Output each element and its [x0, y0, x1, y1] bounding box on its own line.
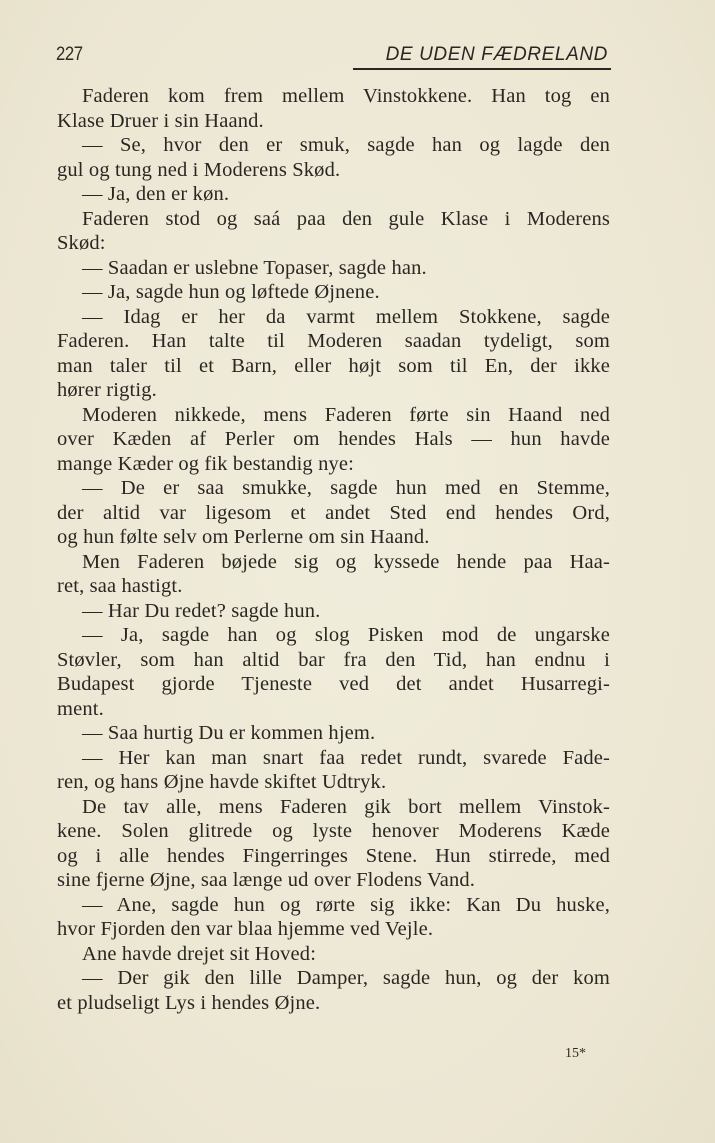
text-line: — Se, hvor den er smuk, sagde han og lagde den [82, 134, 610, 156]
text-line: Skød: [57, 232, 106, 254]
text-line: — Ane, sagde hun og rørte sig ikke: Kan Du huske, [82, 893, 610, 916]
text-line: og hun følte selv om Perlerne om sin Haand. [57, 526, 430, 548]
text-line: Budapest gjorde Tjeneste ved det andet Husarregi- [57, 673, 610, 695]
text-line: — Idag er her da varmt mellem Stokkene, sagde [82, 305, 610, 328]
signature-mark: 15* [565, 1046, 586, 1061]
text-line: Ane havde drejet sit Hoved: [82, 942, 317, 965]
running-head [56, 44, 612, 72]
text-line: og i alle hendes Fingerringes Stene. Hun stirrede, med [57, 844, 610, 867]
running-title: DE UDEN FÆDRELAND [385, 44, 608, 65]
text-line: — Saa hurtig Du er kommen hjem. [82, 722, 376, 744]
text-line: Faderen stod og saá paa den gule Klase i Moderens [82, 207, 610, 230]
text-line: Men Faderen bøjede sig og kyssede hende paa Haa- [82, 550, 610, 573]
text-line: Faderen. Han talte til Moderen saadan tydeligt, som [57, 330, 610, 352]
text-line: ment. [57, 697, 104, 720]
text-line: kene. Solen glitrede og lyste henover Moderens Kæde [57, 820, 610, 842]
text-line: — Saadan er uslebne Topaser, sagde han. [82, 256, 427, 279]
text-line: Støvler, som han altid bar fra den Tid, han endnu i [57, 648, 610, 671]
text-line: ret, saa hastigt. [57, 575, 183, 597]
body-text [57, 84, 610, 1015]
text-line: — Ja, sagde hun og løftede Øjnene. [82, 281, 380, 303]
text-line: — Ja, den er køn. [82, 183, 230, 205]
page-number: 227 [56, 44, 83, 65]
text-line: — De er saa smukke, sagde hun med en Stemme, [82, 477, 610, 499]
text-line: — Her kan man snart faa redet rundt, svarede Fade- [82, 746, 610, 769]
text-line: — Har Du redet? sagde hun. [82, 599, 321, 622]
text-line: man taler til et Barn, eller højt som til En, der ikke [57, 354, 610, 377]
text-line: gul og tung ned i Moderens Skød. [57, 158, 341, 181]
text-line: der altid var ligesom et andet Sted end hendes Ord, [57, 501, 610, 524]
text-line: De tav alle, mens Faderen gik bort mellem Vinstok- [82, 795, 610, 818]
text-line: hvor Fjorden den var blaa hjemme ved Vejle. [57, 918, 434, 940]
header-rule [353, 68, 611, 70]
text-line: et pludseligt Lys i hendes Øjne. [57, 991, 321, 1014]
text-line: over Kæden af Perler om hendes Hals — hun havde [57, 428, 610, 450]
text-line: hører rigtig. [57, 379, 157, 401]
text-line: — Ja, sagde han og slog Pisken mod de ungarske [82, 624, 610, 646]
text-line: sine fjerne Øjne, saa længe ud over Flodens Vand. [57, 869, 476, 891]
text-line: mange Kæder og fik bestandig nye: [57, 452, 355, 475]
text-line: Faderen kom frem mellem Vinstokkene. Han tog en [82, 85, 610, 107]
text-line: — Der gik den lille Damper, sagde hun, og der kom [82, 967, 610, 989]
text-line: Klase Druer i sin Haand. [57, 109, 264, 132]
text-line: ren, og hans Øjne havde skiftet Udtryk. [57, 771, 387, 793]
text-line: Moderen nikkede, mens Faderen førte sin Haand ned [82, 403, 610, 426]
